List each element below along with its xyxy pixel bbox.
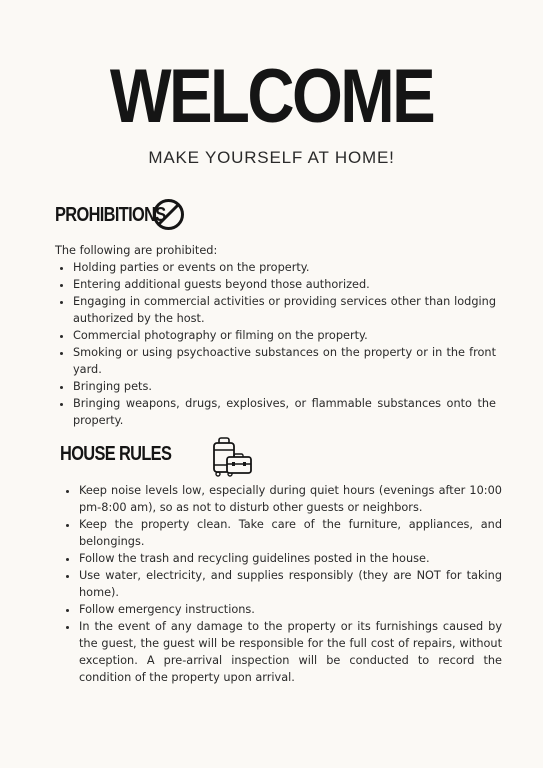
list-item: • Holding parties or events on the property.	[73, 259, 496, 276]
no-entry-icon	[152, 198, 185, 231]
house-rules-list	[61, 482, 502, 686]
page-subtitle: MAKE YOURSELF AT HOME!	[148, 148, 395, 167]
list-item: • Engaging in commercial activities or providing services other than lodging authorized by the host.	[73, 293, 496, 327]
list-item: • Use water, electricity, and supplies responsibly (they are NOT for taking home).	[79, 567, 502, 601]
list-item: • Bringing pets.	[73, 378, 496, 395]
list-item: • Keep the property clean. Take care of the furniture, appliances, and belongings.	[79, 516, 502, 550]
prohibitions-list	[55, 259, 496, 429]
prohibitions-intro: The following are prohibited:	[55, 244, 218, 257]
list-item: • Smoking or using psychoactive substances on the property or in the front yard.	[73, 344, 496, 378]
list-item: • Bringing weapons, drugs, explosives, or flammable substances onto the property.	[73, 395, 496, 429]
list-item: • Commercial photography or filming on the property.	[73, 327, 496, 344]
list-item: • Follow the trash and recycling guidelines posted in the house.	[79, 550, 502, 567]
list-item: • Entering additional guests beyond those authorized.	[73, 276, 496, 293]
list-item: • Keep noise levels low, especially during quiet hours (evenings after 10:00 pm-8:00 am), so as not to disturb other guests or neighbors.	[79, 482, 502, 516]
list-item: • Follow emergency instructions.	[79, 601, 502, 618]
prohibitions-heading: PROHIBITIONS	[55, 204, 166, 226]
list-item: • In the event of any damage to the property or its furnishings caused by the guest, the guest will be responsible for the full cost of repairs, without exception. A pre-arrival inspection will be conducted to record the condition of the property upon arrival.	[79, 618, 502, 686]
page-title: WELCOME	[109, 54, 434, 139]
house-rules-heading: HOUSE RULES	[60, 443, 172, 465]
luggage-icon	[211, 437, 253, 477]
